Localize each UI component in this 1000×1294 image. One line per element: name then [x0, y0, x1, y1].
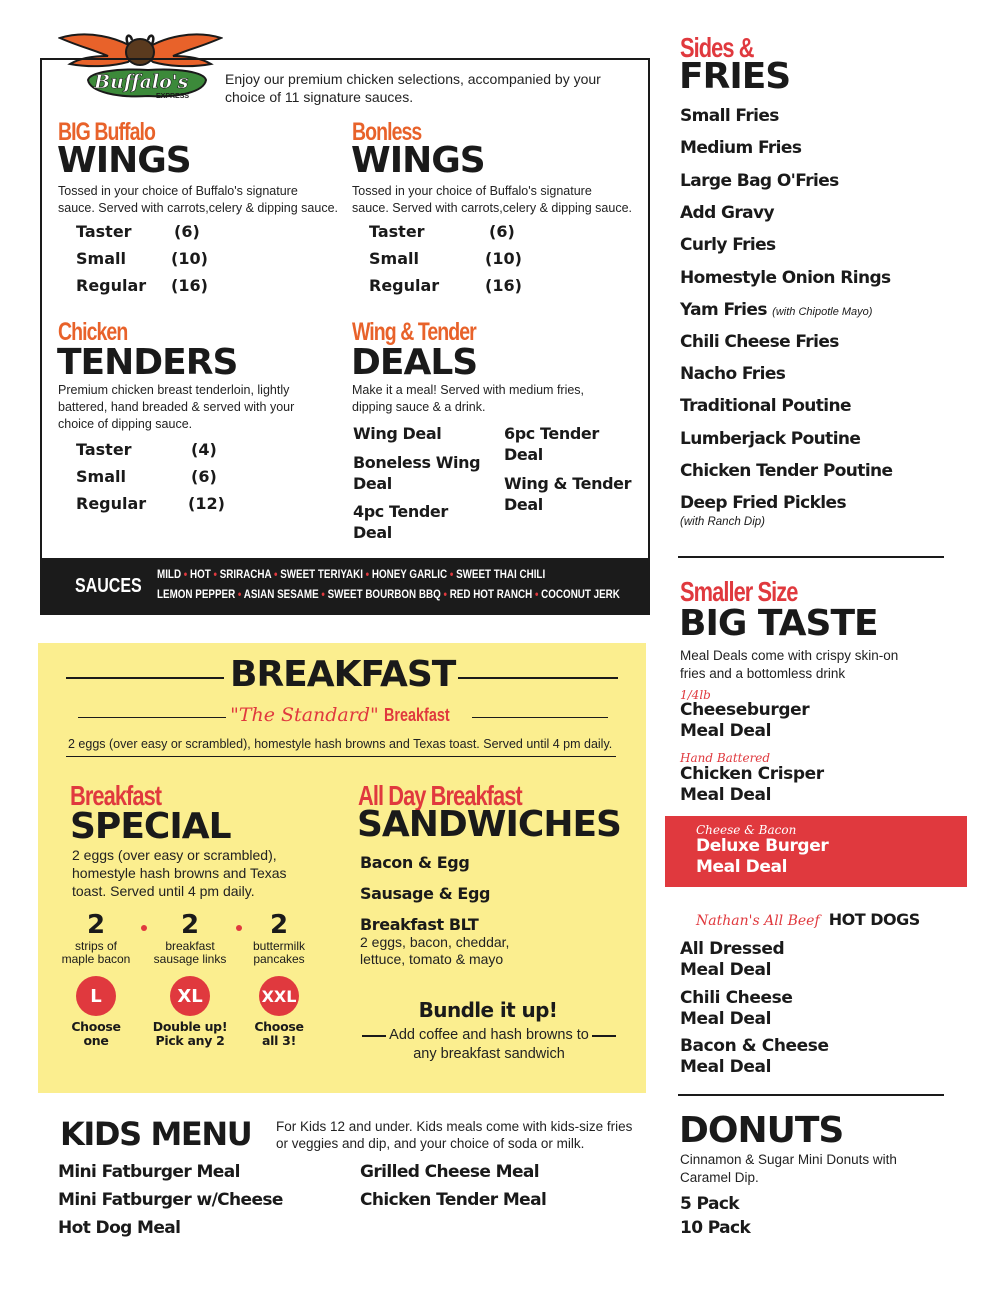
breakfast-title: BREAKFAST — [230, 654, 456, 695]
side-item-label: Yam Fries — [680, 300, 767, 320]
size-row — [369, 222, 569, 249]
size-name: Small — [369, 249, 419, 268]
divider — [66, 677, 224, 679]
hotdogs-script: Nathan's All Beef — [696, 913, 820, 929]
side-item: Deep Fried Pickles — [680, 493, 846, 513]
bundle-desc: Add coffee and hash browns to any breakfast sandwich — [389, 1027, 589, 1062]
sauce-dot-icon: • — [534, 587, 539, 601]
sauce-item: RED HOT RANCH — [449, 587, 533, 601]
sauce-dot-icon: • — [449, 567, 454, 581]
side-item: Curly Fries — [680, 235, 776, 255]
side-item: Add Gravy — [680, 203, 774, 223]
size-name: Small — [76, 249, 126, 268]
size-name: Small — [76, 467, 126, 486]
divider — [678, 1094, 944, 1096]
divider — [66, 756, 616, 757]
size-count: (10) — [485, 249, 522, 268]
side-item-note: (with Chipotle Mayo) — [772, 306, 873, 318]
size-row — [76, 276, 276, 303]
kids-item: Grilled Cheese Meal — [360, 1162, 539, 1182]
size-badge-xl: XL — [170, 976, 210, 1016]
option-number: 2 — [86, 910, 106, 940]
option-desc: breakfast sausage links — [153, 939, 227, 966]
sauces-bar — [40, 558, 650, 615]
side-item: Lumberjack Poutine — [680, 429, 861, 449]
choose-text: Choose all 3! — [254, 1019, 304, 1048]
standard-heading — [230, 704, 466, 726]
divider — [592, 1035, 616, 1037]
sauce-dot-icon: • — [365, 567, 370, 581]
sauce-item: HONEY GARLIC — [371, 567, 448, 581]
side-item: Large Bag O'Fries — [680, 171, 839, 191]
special-desc: 2 eggs (over easy or scrambled), homestyle hash browns and Texas toast. Served until 4 pm daily. — [72, 847, 287, 899]
sides-title: FRIES — [679, 56, 791, 97]
side-item-yam — [680, 300, 872, 320]
cheeseburger-note: 1/4lb — [680, 688, 711, 702]
bullet-dot-icon — [236, 925, 242, 931]
tenders-sizes — [76, 440, 276, 521]
side-item-note: (with Ranch Dip) — [680, 516, 765, 528]
choose-text: Choose one — [71, 1019, 121, 1048]
size-badge-xxl: XXL — [259, 976, 299, 1016]
side-item: Chicken Tender Poutine — [680, 461, 893, 481]
size-row — [76, 467, 276, 494]
sauce-dot-icon: • — [183, 567, 188, 581]
boneless-sizes — [369, 222, 569, 303]
sauce-line-2 — [157, 587, 620, 601]
divider — [458, 677, 618, 679]
deals-title: DEALS — [351, 342, 478, 383]
deal-item: Wing & Tender Deal — [504, 474, 632, 514]
size-count: (6) — [489, 222, 515, 241]
sauce-item: MILD — [157, 567, 182, 581]
standard-desc: 2 eggs (over easy or scrambled), homestyle hash browns and Texas toast. Served until 4 pm daily. — [68, 737, 613, 751]
boneless-kicker: Bonless — [352, 118, 422, 146]
sauce-item: HOT — [189, 567, 211, 581]
side-item: Small Fries — [680, 106, 779, 126]
side-item: Medium Fries — [680, 138, 802, 158]
hotdog-item: All Dressed Meal Deal — [680, 939, 785, 980]
size-row — [76, 222, 276, 249]
donuts-title: DONUTS — [679, 1110, 844, 1151]
sauce-item: COCONUT JERK — [541, 587, 620, 601]
deluxe-note: Cheese & Bacon — [696, 823, 797, 837]
deals-desc: Make it a meal! Served with medium fries, dipping sauce & a drink. — [352, 383, 585, 414]
sandwich-kicker: All Day Breakfast — [358, 780, 522, 811]
option-number: 2 — [180, 910, 200, 940]
boneless-desc: Tossed in your choice of Buffalo's signature sauce. Served with carrots,celery & dipping sauce. — [352, 184, 632, 215]
kids-item: Mini Fatburger Meal — [58, 1162, 240, 1182]
divider — [362, 1035, 386, 1037]
kids-title: KIDS MENU — [60, 1115, 252, 1153]
sauce-dot-icon: • — [237, 587, 242, 601]
divider — [472, 717, 608, 718]
size-count: (6) — [191, 467, 217, 486]
option-number: 2 — [269, 910, 289, 940]
size-row — [369, 249, 569, 276]
crisper-deal: Chicken Crisper Meal Deal — [680, 764, 824, 805]
donut-item: 10 Pack — [680, 1218, 751, 1238]
sauce-item: ASIAN SESAME — [243, 587, 319, 601]
blt-desc: 2 eggs, bacon, cheddar, lettuce, tomato & mayo — [360, 934, 510, 967]
choose-text: Double up! Pick any 2 — [152, 1019, 228, 1048]
boneless-title: WINGS — [351, 140, 485, 181]
cheeseburger-deal: Cheeseburger Meal Deal — [680, 700, 810, 741]
sauce-line-1 — [157, 567, 545, 581]
sauce-item: SWEET BOURBON BBQ — [327, 587, 441, 601]
smaller-desc: Meal Deals come with crispy skin-on fries and a bottomless drink — [680, 648, 899, 681]
smaller-title: BIG TASTE — [679, 603, 878, 644]
sauce-dot-icon: • — [321, 587, 325, 601]
side-item: Nacho Fries — [680, 364, 786, 384]
kids-desc: For Kids 12 and under. Kids meals come with kids-size fries or veggies and dip, and your choice of soda or milk. — [276, 1119, 633, 1151]
sauce-dot-icon: • — [213, 567, 217, 581]
sauce-dot-icon: • — [274, 567, 278, 581]
special-kicker: Breakfast — [70, 780, 162, 811]
sauce-item: SWEET TERIYAKI — [280, 567, 363, 581]
special-title: SPECIAL — [70, 806, 231, 847]
size-row — [76, 249, 276, 276]
deal-item: Wing Deal — [353, 424, 442, 443]
size-count: (16) — [485, 276, 522, 295]
deals-kicker: Wing & Tender — [352, 318, 476, 346]
deluxe-deal: Deluxe Burger Meal Deal — [696, 836, 829, 877]
hotdog-item: Bacon & Cheese Meal Deal — [680, 1036, 829, 1077]
sauce-item: SRIRACHA — [219, 567, 272, 581]
size-count: (10) — [171, 249, 208, 268]
size-name: Regular — [76, 494, 147, 513]
tenders-desc: Premium chicken breast tenderloin, lightly battered, hand breaded & served with your choice of dipping sauce. — [58, 383, 295, 431]
wings-desc: Tossed in your choice of Buffalo's signature sauce. Served with carrots,celery & dipping sauce. — [58, 184, 338, 215]
sandwich-item: Breakfast BLT — [360, 915, 479, 934]
size-name: Taster — [76, 440, 132, 459]
deal-item: 6pc Tender Deal — [504, 424, 599, 464]
bundle-title: Bundle it up! — [418, 998, 558, 1022]
size-name: Taster — [369, 222, 425, 241]
sandwich-item: Sausage & Egg — [360, 884, 491, 903]
sauce-item: LEMON PEPPER — [157, 587, 236, 601]
size-row — [369, 276, 569, 303]
sandwich-title: SANDWICHES — [357, 804, 621, 845]
size-count: (12) — [188, 494, 225, 513]
donuts-desc: Cinnamon & Sugar Mini Donuts with Caramel Dip. — [680, 1152, 897, 1185]
smaller-kicker: Smaller Size — [680, 576, 798, 607]
side-item: Homestyle Onion Rings — [680, 268, 891, 288]
size-badge-l: L — [76, 976, 116, 1016]
sauce-item: SWEET THAI CHILI — [456, 567, 546, 581]
wings-sizes — [76, 222, 276, 303]
size-row — [76, 440, 276, 467]
divider — [678, 556, 944, 558]
size-count: (6) — [174, 222, 200, 241]
option-desc: buttermilk pancakes — [252, 939, 305, 966]
crisper-note: Hand Battered — [680, 751, 771, 765]
special-option — [146, 910, 234, 966]
tenders-kicker: Chicken — [58, 318, 128, 346]
donut-item: 5 Pack — [680, 1194, 740, 1214]
size-name: Regular — [369, 276, 440, 295]
sandwich-item: Bacon & Egg — [360, 853, 470, 872]
standard-script: "The Standard" — [230, 704, 379, 726]
divider — [78, 717, 226, 718]
special-option — [54, 910, 138, 966]
hotdogs-heading — [696, 910, 920, 929]
side-item: Traditional Poutine — [680, 396, 851, 416]
size-row — [76, 494, 276, 521]
deal-item: Boneless Wing Deal — [353, 453, 481, 493]
size-name: Taster — [76, 222, 132, 241]
standard-word: Breakfast — [383, 705, 450, 725]
size-name: Regular — [76, 276, 147, 295]
kids-item: Hot Dog Meal — [58, 1218, 181, 1238]
logo-sub-text: EXPRESS — [156, 93, 190, 100]
size-count: (16) — [171, 276, 208, 295]
kids-item: Mini Fatburger w/Cheese — [58, 1190, 283, 1210]
sides-kicker: Sides & — [680, 32, 754, 63]
sauce-dot-icon: • — [443, 587, 447, 601]
logo-brand-text: Buffalo's — [94, 71, 189, 93]
hotdogs-title: HOT DOGS — [828, 910, 920, 929]
deal-item: 4pc Tender Deal — [353, 502, 448, 542]
hotdog-item: Chili Cheese Meal Deal — [680, 988, 793, 1029]
side-item: Chili Cheese Fries — [680, 332, 839, 352]
kids-item: Chicken Tender Meal — [360, 1190, 547, 1210]
option-desc: strips of maple bacon — [61, 939, 131, 966]
sauces-label: SAUCES — [75, 575, 142, 597]
tenders-title: TENDERS — [57, 342, 238, 383]
size-count: (4) — [191, 440, 217, 459]
special-option — [244, 910, 314, 966]
wings-kicker: BIG Buffalo — [58, 118, 155, 146]
wings-title: WINGS — [57, 140, 191, 181]
intro-text: Enjoy our premium chicken selections, accompanied by your choice of 11 signature sauces. — [225, 71, 601, 105]
